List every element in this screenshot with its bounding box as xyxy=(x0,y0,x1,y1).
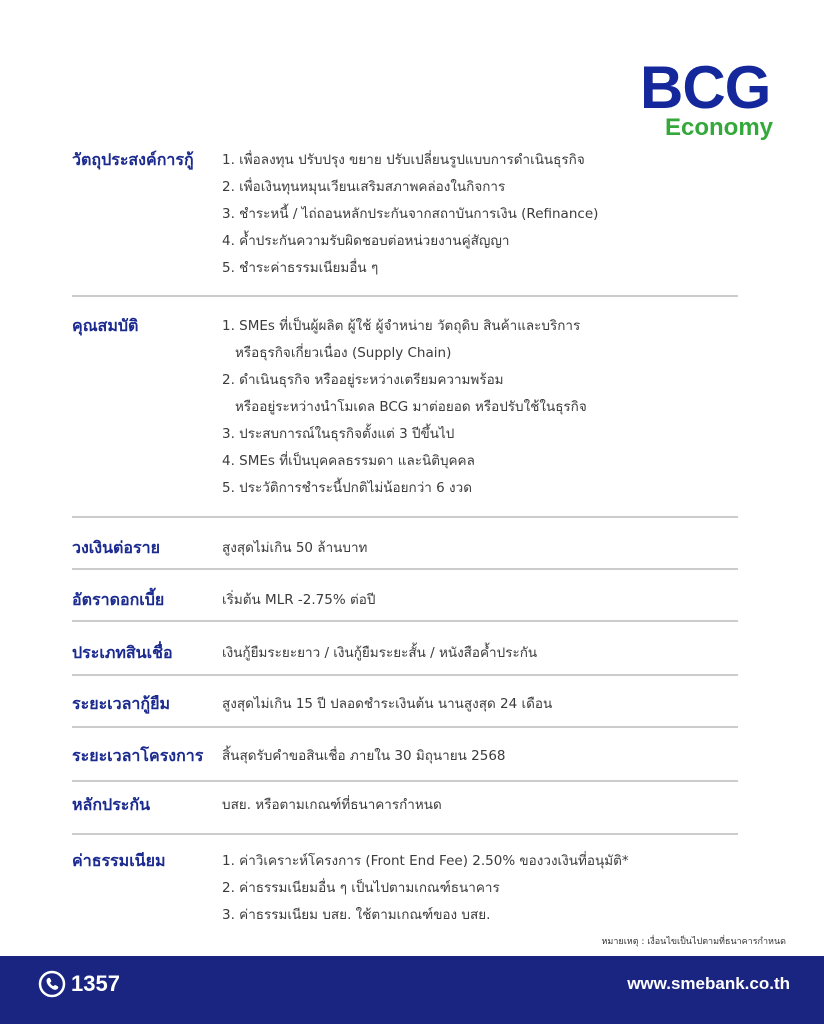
divider xyxy=(72,726,738,728)
collateral-label: หลักประกัน xyxy=(72,795,151,814)
interest-rate-value: เริ่มต้น MLR -2.75% ต่อปี xyxy=(222,592,376,608)
divider xyxy=(72,568,738,570)
remark-note: หมายเหตุ : เงื่อนไขเป็นไปตามที่ธนาคารกำหนด xyxy=(601,937,786,947)
credit-limit-label: วงเงินต่อราย xyxy=(72,538,160,557)
loan-period-label: ระยะเวลากู้ยืม xyxy=(72,694,171,713)
purpose-label: วัตถุประสงค์การกู้ xyxy=(72,150,194,169)
fees-label: ค่าธรรมเนียม xyxy=(72,851,166,870)
collateral-value: บสย. หรือตามเกณฑ์ที่ธนาคารกำหนด xyxy=(222,797,442,813)
divider xyxy=(72,295,738,297)
project-period-label: ระยะเวลาโครงการ xyxy=(72,746,204,765)
divider xyxy=(72,833,738,835)
list-item: 1. SMEs ที่เป็นผู้ผลิต ผู้ใช้ ผู้จำหน่าย วัตถุดิบ สินค้าและบริการ xyxy=(222,318,581,334)
list-item: 3. ประสบการณ์ในธุรกิจตั้งแต่ 3 ปีขึ้นไป xyxy=(222,426,455,442)
list-item: 5. ประวัติการชำระนี้ปกติไม่น้อยกว่า 6 งวด xyxy=(222,480,472,496)
list-item-continuation: หรือธุรกิจเกี่ยวเนื่อง (Supply Chain) xyxy=(235,345,452,361)
list-item: 3. ค่าธรรมเนียม บสย. ใช้ตามเกณฑ์ของ บสย. xyxy=(222,907,491,923)
credit-limit-value: สูงสุดไม่เกิน 50 ล้านบาท xyxy=(222,540,368,556)
list-item: 4. ค้ำประกันความรับผิดชอบต่อหน่วยงานคู่สัญญา xyxy=(222,233,510,249)
logo-economy-text: Economy xyxy=(665,114,774,141)
hotline-number[interactable]: 1357 xyxy=(71,971,120,996)
fees-list xyxy=(222,848,629,929)
bcg-economy-logo xyxy=(640,54,800,148)
website-link[interactable]: www.smebank.co.th xyxy=(627,974,790,993)
list-item: 4. SMEs ที่เป็นบุคคลธรรมดา และนิติบุคคล xyxy=(222,453,475,469)
loan-type-label: ประเภทสินเชื่อ xyxy=(72,643,173,662)
loan-type-value: เงินกู้ยืมระยะยาว / เงินกู้ยืมระยะสั้น / หนังสือค้ำประกัน xyxy=(222,645,538,661)
divider xyxy=(72,620,738,622)
list-item-continuation: หรืออยู่ระหว่างนำโมเดล BCG มาต่อยอด หรือปรับใช้ในธุรกิจ xyxy=(235,399,587,415)
list-item: 5. ชำระค่าธรรมเนียมอื่น ๆ xyxy=(222,260,379,276)
loan-period-value: สูงสุดไม่เกิน 15 ปี ปลอดชำระเงินต้น นานสูงสุด 24 เดือน xyxy=(222,696,553,712)
list-item: 3. ชำระหนี้ / ไถ่ถอนหลักประกันจากสถาบันการเงิน (Refinance) xyxy=(222,206,599,222)
project-period-value: สิ้นสุดรับคำขอสินเชื่อ ภายใน 30 มิถุนายน 2568 xyxy=(222,748,506,764)
logo-bcg-text: BCG xyxy=(640,54,771,121)
list-item: 1. ค่าวิเคราะห์โครงการ (Front End Fee) 2.50% ของวงเงินที่อนุมัติ* xyxy=(222,853,629,869)
purpose-list xyxy=(222,147,598,282)
divider xyxy=(72,516,738,518)
divider xyxy=(72,780,738,782)
list-item: 2. ดำเนินธุรกิจ หรืออยู่ระหว่างเตรียมความพร้อม xyxy=(222,372,504,388)
list-item: 2. ค่าธรรมเนียมอื่น ๆ เป็นไปตามเกณฑ์ธนาคาร xyxy=(222,880,500,896)
interest-rate-label: อัตราดอกเบี้ย xyxy=(72,590,165,609)
divider xyxy=(72,674,738,676)
qualification-list xyxy=(222,313,587,502)
list-item: 1. เพื่อลงทุน ปรับปรุง ขยาย ปรับเปลี่ยนรูปแบบการดำเนินธุรกิจ xyxy=(222,152,585,168)
qualification-label: คุณสมบัติ xyxy=(72,316,139,335)
list-item: 2. เพื่อเงินทุนหมุนเวียนเสริมสภาพคล่องในกิจการ xyxy=(222,179,506,195)
footer-bar xyxy=(0,956,824,1024)
phone-icon xyxy=(38,970,66,998)
